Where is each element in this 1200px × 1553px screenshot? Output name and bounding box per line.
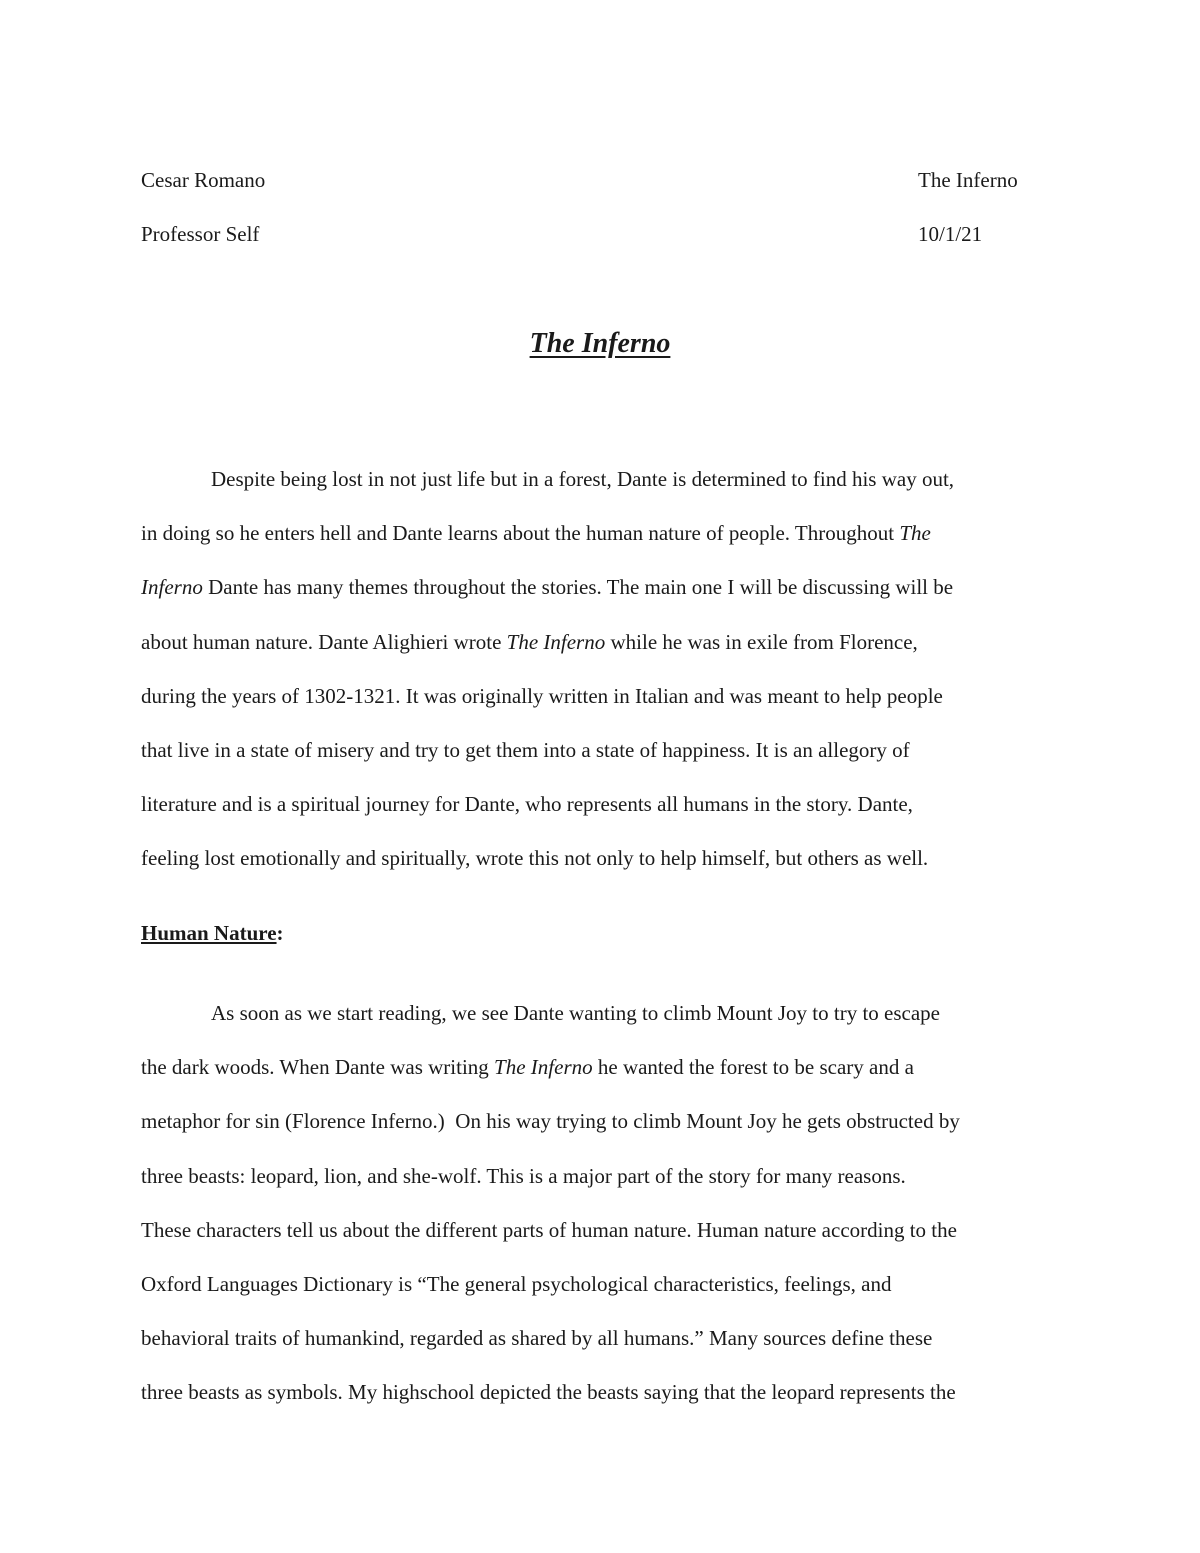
document-date: 10/1/21	[918, 222, 983, 246]
paragraph-human-nature	[141, 986, 1071, 1420]
paragraph-line: Despite being lost in not just life but in a forest, Dante is determined to find his way out,	[211, 467, 955, 491]
paragraph-line: about human nature. Dante Alighieri wrote The Inferno while he was in exile from Florence,	[141, 629, 918, 654]
paragraph-line: behavioral traits of humankind, regarded as shared by all humans.” Many sources define these	[141, 1326, 933, 1351]
paragraph-line: in doing so he enters hell and Dante learns about the human nature of people. Throughout The	[141, 521, 931, 546]
header-title: The Inferno	[918, 168, 1018, 192]
paragraph-line: three beasts as symbols. My highschool depicted the beasts saying that the leopard represents the	[141, 1380, 956, 1405]
document-title: The Inferno	[529, 328, 671, 359]
professor-name: Professor Self	[141, 222, 260, 246]
paragraph-intro	[141, 452, 1071, 886]
paragraph-line: literature and is a spiritual journey for Dante, who represents all humans in the story. Dante,	[141, 792, 913, 817]
section-heading: Human Nature:	[141, 921, 284, 945]
paragraph-line: Oxford Languages Dictionary is “The general psychological characteristics, feelings, and	[141, 1271, 892, 1296]
paragraph-line: three beasts: leopard, lion, and she-wolf. This is a major part of the story for many reasons.	[141, 1163, 906, 1188]
paragraph-line: that live in a state of misery and try to get them into a state of happiness. It is an allegory of	[141, 737, 910, 762]
paragraph-line: Inferno Dante has many themes throughout the stories. The main one I will be discussing will be	[141, 575, 954, 600]
author-name: Cesar Romano	[141, 168, 266, 192]
paragraph-line: These characters tell us about the different parts of human nature. Human nature according to the	[141, 1217, 957, 1242]
paragraph-line: As soon as we start reading, we see Dante wanting to climb Mount Joy to try to escape	[211, 1001, 941, 1025]
paragraph-line: during the years of 1302-1321. It was originally written in Italian and was meant to help people	[141, 683, 943, 708]
paragraph-line: the dark woods. When Dante was writing The Inferno he wanted the forest to be scary and a	[141, 1055, 914, 1080]
paragraph-line: metaphor for sin (Florence Inferno.) On his way trying to climb Mount Joy he gets obstructed by	[141, 1109, 960, 1134]
paragraph-line: feeling lost emotionally and spiritually, wrote this not only to help himself, but others as well.	[141, 846, 929, 871]
